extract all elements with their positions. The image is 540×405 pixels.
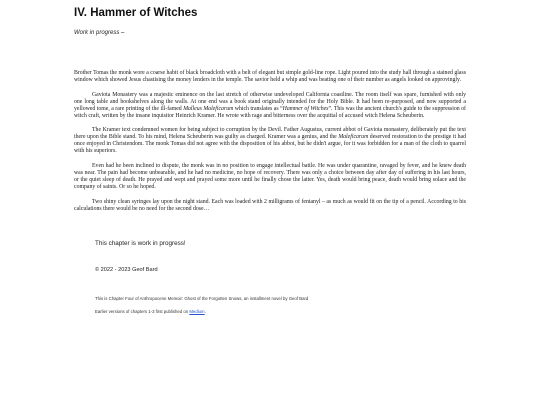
medium-link[interactable]: Medium bbox=[189, 308, 205, 314]
paragraph-1-text: Brother Tomas the monk wore a coarse habit of black broadcloth with a belt of elegant but simple gold-line rope. Light poured into the study hall through a stained glass window which showed Jesus chastising the money lenders in the temple. The savior held a whip and was beating one of their number as angels looked on approvingly. bbox=[74, 70, 466, 83]
chapter-title: IV. Hammer of Witches bbox=[74, 7, 198, 19]
chapter-body bbox=[74, 70, 466, 213]
chapter-page bbox=[74, 6, 466, 314]
series-note: This is Chapter Four of Anthropocene Memoir: Ghost of the Forgotten Snows, an installment novel by Geof Bard bbox=[95, 295, 309, 301]
paragraph-2 bbox=[74, 92, 466, 120]
paragraph-3 bbox=[74, 127, 466, 155]
paragraph-1 bbox=[74, 70, 466, 84]
earlier-versions-suffix: . bbox=[204, 308, 206, 314]
paragraph-3-text-a: The Kramer text condemned women for being subject to corruption by the Devil. Father Augustus, current abbot of Gaviota monastery, deliberately put the text there upon the Bible stand. To his mind, Helena Scheuberin was guilty as charged. Kramer was a genius, and the bbox=[74, 127, 466, 141]
work-in-progress-label: Work in progress – bbox=[74, 30, 125, 36]
work-in-progress-notice: This chapter is work in progress! bbox=[95, 239, 186, 247]
paragraph-5-text: Two shiny clean syringes lay upon the night stand. Each was loaded with 2 milligrams of fentanyl – as much as would fit on the tip of a pencil. According to his calculations there would be no need for the second dose… bbox=[74, 198, 466, 212]
paragraph-3-text-b: deserved restoration to the prestige it had once enjoyed in Christendom. The monk Tomas did not agree with the disposition of his abbot, but he didn't argue, for it was forbidden for a man of the cloth to quarrel with his superiors. bbox=[74, 134, 466, 155]
paragraph-4 bbox=[74, 163, 466, 191]
paragraph-2-text-b: which translates as “ bbox=[233, 105, 283, 112]
paragraph-4-text: Even had he been inclined to dispute, the monk was in no position to engage intellectual battle. He was under quarantine, ravaged by fever, and he knew death was near. The pain had become unbearable, and he had no medicine, no hope of recovery. There was only a choice between day after day of suffering in his last hours, or the quiet sleep of death. He prayed and wept and prayed some more until he finally chose the latter. Yes, death would bring peace, death would bring solace and the company of saints. Or so he hoped. bbox=[74, 163, 466, 190]
paragraph-5 bbox=[74, 199, 466, 213]
paragraph-2-text-c: ”. This was the ancient church's guide to the suppression of witch craft, written by the insane inquisitor Heinrich Kramer. He wrote with rage and bitterness over the acquittal of accused witch Helena Scheuberin. bbox=[74, 105, 466, 119]
maleficarum-title: Maleficarum bbox=[338, 134, 369, 141]
copyright-line: © 2022 - 2023 Geof Bard bbox=[95, 266, 158, 273]
hammer-of-witches-title: Hammer of Witches bbox=[282, 105, 329, 112]
paragraph-2-text-a: Gaviota Monastery was a majestic eminence on the last stretch of otherwise undeveloped California coastline. The room itself was spare, furnished with only one long table and bookshelves along the walls. At one end was a book stand originally intended for the Holy Bible. It had been re-purposed, and now supported a yellowed tome, a rare printing of the ill-famed bbox=[74, 91, 466, 112]
earlier-versions-note bbox=[95, 309, 466, 314]
earlier-versions-prefix: Earlier versions of chapters 1-3 first published on bbox=[95, 308, 190, 314]
malleus-maleficarum-title: Malleus Maleficarum bbox=[183, 105, 234, 112]
